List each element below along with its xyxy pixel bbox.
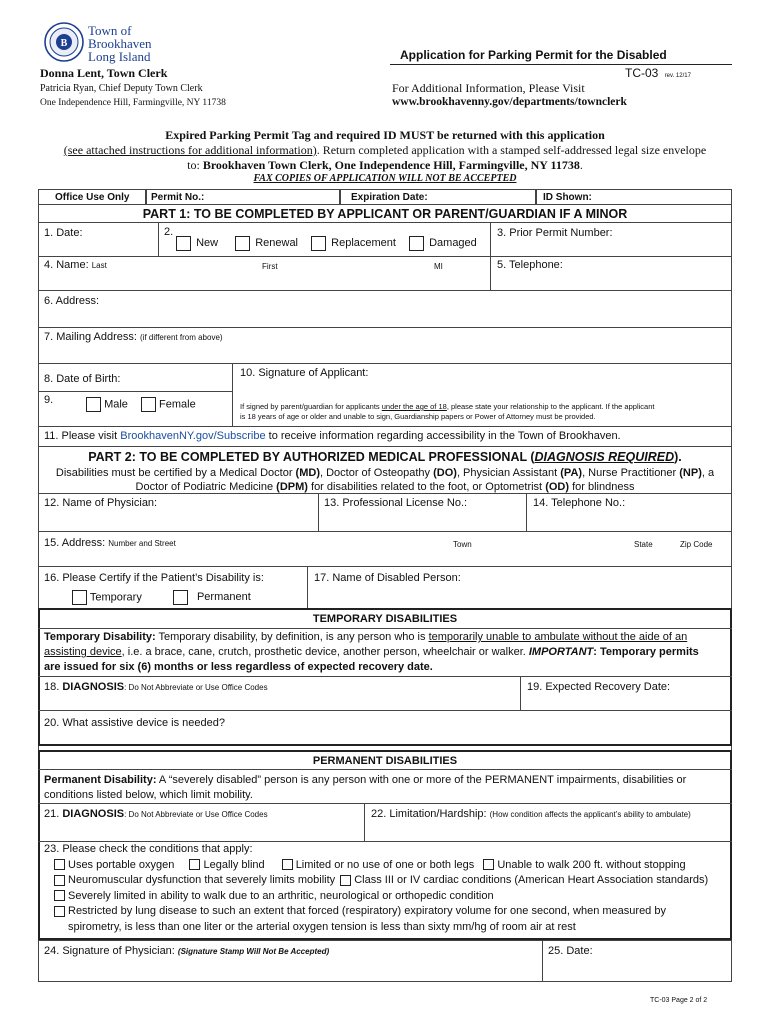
name-last-label: Last: [91, 261, 107, 270]
form-revision: rev. 12/17: [664, 73, 691, 79]
cert-l1-p3: (DO): [433, 467, 457, 479]
physician-address-label: [44, 537, 176, 549]
rule: [232, 363, 233, 426]
oxygen-checkbox[interactable]: [54, 859, 65, 870]
perm-diag-no: 21.: [44, 808, 63, 820]
renewal-label: Renewal: [255, 237, 299, 250]
rule: [38, 803, 732, 804]
address-label: 6. Address:: [44, 295, 100, 307]
cardiac-label: Class III or IV cardiac conditions (American Heart Association standards): [354, 874, 709, 886]
temporary-definition: [44, 630, 728, 675]
physician-signature-label: [44, 945, 329, 957]
date-label: 1. Date:: [44, 227, 83, 239]
cardiac-checkbox[interactable]: [340, 875, 351, 886]
perm-diagnosis-label: [44, 808, 268, 820]
addr-zip-label: Zip Code: [680, 540, 713, 549]
temp-def-title: Temporary Disability:: [44, 631, 156, 643]
name-first-label: First: [262, 262, 278, 271]
temporary-checkbox[interactable]: [72, 590, 87, 605]
clerk-name: Donna Lent, Town Clerk: [40, 66, 168, 80]
rule: [38, 940, 732, 941]
name-label: [44, 259, 107, 271]
damaged-label: Damaged: [429, 237, 477, 250]
subscribe-post: to receive information regarding accessibility in the Town of Brookhaven.: [265, 430, 621, 442]
rule: [307, 566, 308, 608]
rule: [38, 676, 732, 677]
perm-diag-note: : Do Not Abbreviate or Use Office Codes: [124, 810, 268, 819]
recovery-date-label: 19. Expected Recovery Date:: [527, 681, 671, 693]
physician-date-label: 25. Date:: [548, 945, 593, 957]
telephone-label: 5. Telephone:: [497, 259, 563, 271]
id-shown-field[interactable]: ID Shown:: [536, 189, 732, 205]
part1-title: PART 1: TO BE COMPLETED BY APPLICANT OR PARENT/GUARDIAN IF A MINOR: [142, 207, 628, 221]
neuromuscular-checkbox[interactable]: [54, 875, 65, 886]
rule: [38, 446, 732, 447]
svg-text:B: B: [60, 38, 68, 49]
temp-def-line1: [44, 630, 728, 645]
permanent-label: Permanent: [196, 591, 251, 604]
rule: [490, 256, 491, 290]
minor-note-post: , please state your relationship to the applicant. If the applicant: [446, 402, 655, 411]
temp-def-l2u: assisting device: [44, 646, 122, 658]
cert-l1-p0: Disabilities must be certified by a Medical Doctor: [55, 467, 296, 479]
cert-l1-p8: , a: [701, 467, 715, 479]
cert-l1-p7: (NP): [679, 467, 702, 479]
temp-diag-note: : Do Not Abbreviate or Use Office Codes: [124, 683, 268, 692]
fax-notice: FAX COPIES OF APPLICATION WILL NOT BE ACCEPTED: [253, 173, 517, 184]
cert-l2-p3: (OD): [545, 481, 570, 493]
permanent-header: PERMANENT DISABILITIES: [312, 755, 458, 767]
rule: [38, 222, 732, 223]
prior-permit-label: 3. Prior Permit Number:: [497, 227, 613, 239]
rule: [364, 803, 365, 841]
temp-def-l1u: temporarily unable to ambulate without the aide of an: [428, 631, 688, 643]
conditions-row4: [44, 904, 732, 920]
rule: [318, 493, 319, 531]
dob-label: 8. Date of Birth:: [44, 373, 121, 385]
perm-def-line1: [44, 773, 728, 788]
website-link[interactable]: www.brookhavenny.gov/departments/townclerk: [392, 96, 627, 108]
type-label: 2.: [164, 226, 174, 238]
assistive-device-label: 20. What assistive device is needed?: [44, 717, 225, 729]
name-mi-label: MI: [434, 262, 443, 271]
oxygen-label: Uses portable oxygen: [68, 858, 175, 871]
gender-options: [86, 397, 196, 412]
form-number: [625, 66, 691, 80]
signature-label: 10. Signature of Applicant:: [240, 367, 369, 379]
deputy-name: Patricia Ryan, Chief Deputy Town Clerk: [40, 83, 203, 94]
female-checkbox[interactable]: [141, 397, 156, 412]
temp-diagnosis-label: [44, 681, 268, 693]
new-label: New: [196, 237, 219, 250]
walk-label: Unable to walk 200 ft. without stopping: [497, 858, 686, 871]
conditions-title: 23. Please check the conditions that apply:: [44, 843, 253, 855]
rule: [38, 493, 732, 494]
lung-label-1: Restricted by lung disease to such an extent that forced (respiratory) expiratory volume for one second, when measured by: [68, 905, 666, 917]
addr-state-label: State: [634, 540, 653, 549]
cert-l2-p4: for blindness: [569, 481, 635, 493]
physician-phone-label: 14. Telephone No.:: [533, 497, 626, 509]
male-checkbox[interactable]: [86, 397, 101, 412]
blind-label: Legally blind: [203, 858, 265, 871]
temp-def-line2: [44, 645, 728, 660]
permit-no-field[interactable]: Permit No.:: [146, 189, 340, 205]
rule: [38, 290, 732, 291]
cert-l1-p6: , Nurse Practitioner: [582, 467, 680, 479]
female-label: Female: [159, 398, 196, 411]
instruction-line1: Expired Parking Permit Tag and required ID MUST be returned with this application: [165, 128, 605, 142]
temp-important: IMPORTANT: [528, 646, 594, 658]
instruction-line3-pre: to:: [187, 158, 203, 172]
replacement-label: Replacement: [331, 237, 396, 250]
certify-label: 16. Please Certify if the Patient’s Disability is:: [44, 572, 264, 584]
conditions-list: [44, 842, 732, 935]
page-footer: TC-03 Page 2 of 2: [650, 997, 708, 1004]
physician-label: 12. Name of Physician:: [44, 497, 158, 509]
expiration-date-field[interactable]: Expiration Date:: [340, 189, 536, 205]
limitation-text: 22. Limitation/Hardship:: [371, 808, 487, 820]
temp-def-l2b: : Temporary permits: [593, 646, 699, 658]
town-seal: [44, 22, 84, 62]
temporary-header: TEMPORARY DISABILITIES: [312, 613, 458, 625]
form-number-code: TC-03: [625, 66, 659, 80]
perm-def-line2: conditions listed below, which limit mobility.: [44, 789, 253, 801]
disabled-person-label: 17. Name of Disabled Person:: [314, 572, 461, 584]
mailing-note: (if different from above): [140, 333, 223, 342]
cert-l1-p2: , Doctor of Osteopathy: [319, 467, 434, 479]
conditions-row2: [44, 873, 732, 889]
temp-def-l2: , i.e. a brace, cane, crutch, prosthetic device, another person, wheelchair or walker.: [121, 646, 529, 658]
blind-checkbox[interactable]: [189, 859, 200, 870]
form-title: Application for Parking Permit for the Disabled: [400, 48, 667, 62]
part2-title-pre: PART 2: TO BE COMPLETED BY AUTHORIZED MEDICAL PROFESSIONAL (: [88, 450, 535, 464]
rule: [38, 710, 732, 711]
perm-def-l1: A “severely disabled” person is any person with one or more of the PERMANENT impairments, disabilities or: [156, 774, 687, 786]
perm-diag-bold: DIAGNOSIS: [62, 808, 125, 820]
physician-address-text: 15. Address:: [44, 537, 106, 549]
license-label: 13. Professional License No.:: [324, 497, 468, 509]
cert-l1-p5: (PA): [560, 467, 583, 479]
return-address: Brookhaven Town Clerk, One Independence Hill, Farmingville, NY 11738: [202, 158, 580, 172]
cert-l1-p1: (MD): [295, 467, 320, 479]
subscribe-pre: 11. Please visit: [44, 430, 121, 442]
rule: [38, 531, 732, 532]
rule: [526, 493, 527, 531]
arthritic-checkbox[interactable]: [54, 890, 65, 901]
temporary-label: Temporary: [89, 591, 142, 604]
minor-signature-note: [240, 402, 730, 422]
rule: [520, 676, 521, 710]
temp-diag-no: 18.: [44, 681, 63, 693]
neuromuscular-label: Neuromuscular dysfunction that severely limits mobility: [68, 874, 336, 886]
cert-line1: [38, 466, 732, 480]
conditions-row1: [44, 858, 732, 874]
instruction-line3-post: .: [579, 158, 583, 172]
office-use-label: Office Use Only: [38, 189, 146, 205]
renewal-checkbox[interactable]: [235, 236, 250, 251]
limitation-note: (How condition affects the applicant’s ability to ambulate): [489, 810, 691, 819]
temp-diag-bold: DIAGNOSIS: [62, 681, 125, 693]
rule: [38, 256, 732, 257]
cert-l2-p0: Doctor of Podiatric Medicine: [135, 481, 277, 493]
cert-l2-p1: (DPM): [276, 481, 308, 493]
instructions-link[interactable]: (see attached instructions for additional information): [63, 143, 317, 157]
minor-note-pre: If signed by parent/guardian for applicants: [240, 402, 382, 411]
org-line3: Long Island: [88, 49, 151, 64]
conditions-row5: spirometry, is less than one liter or the arterial oxygen tension is less than sixty mm/hg of room air at rest: [68, 920, 576, 933]
rule: [158, 222, 159, 256]
signature-note: (Signature Stamp Will Not Be Accepted): [177, 947, 330, 956]
physician-signature-text: 24. Signature of Physician:: [44, 945, 178, 957]
limitation-label: [371, 808, 691, 820]
subscribe-link[interactable]: BrookhavenNY.gov/Subscribe: [120, 430, 266, 442]
rule: [38, 566, 732, 567]
certification-note: [38, 466, 732, 494]
permanent-checkbox[interactable]: [173, 590, 188, 605]
lung-checkbox[interactable]: [54, 906, 65, 917]
rule: [38, 628, 732, 629]
title-rule: [390, 64, 732, 65]
addr-town-label: Town: [453, 540, 472, 549]
permit-type-options: [176, 236, 477, 251]
arthritic-label: Severely limited in ability to walk due to an arthritic, neurological or orthopedic condition: [68, 889, 494, 902]
part2-title: [38, 450, 732, 464]
cert-l2-p2: for disabilities related to the foot, or Optometrist: [307, 481, 546, 493]
walk-checkbox[interactable]: [483, 859, 494, 870]
subscribe-line: [44, 430, 621, 442]
org-line1: Town of: [88, 23, 132, 38]
permanent-definition: [44, 773, 728, 803]
replacement-checkbox[interactable]: [311, 236, 326, 251]
minor-note-age: under the age of 18: [381, 402, 447, 411]
legs-label: Limited or no use of one or both legs: [295, 858, 475, 871]
org-name: [88, 24, 152, 63]
org-line2: Brookhaven: [88, 36, 152, 51]
instruction-line2-text: . Return completed application with a stamped self-addressed legal size envelope: [316, 143, 707, 157]
instruction-line2: [0, 143, 770, 158]
male-label: Male: [104, 398, 128, 411]
addr-street-label: Number and Street: [108, 539, 176, 548]
cert-l1-p4: , Physician Assistant: [456, 467, 561, 479]
disability-type-options: [72, 590, 251, 605]
name-label-text: 4. Name:: [44, 259, 89, 271]
rule: [490, 222, 491, 256]
temp-def-l1: Temporary disability, by definition, is any person who is: [155, 631, 429, 643]
cert-line2: [38, 480, 732, 494]
damaged-checkbox[interactable]: [409, 236, 424, 251]
rule: [38, 363, 732, 364]
rule: [38, 391, 232, 392]
mailing-label-text: 7. Mailing Address:: [44, 331, 137, 343]
info-line: For Additional Information, Please Visit: [392, 81, 585, 95]
perm-def-title: Permanent Disability:: [44, 774, 157, 786]
gender-label: 9.: [44, 394, 54, 406]
rule: [38, 426, 732, 427]
part2-title-post: ).: [674, 450, 682, 464]
legs-checkbox[interactable]: [282, 859, 293, 870]
part2-title-required: DIAGNOSIS REQUIRED: [534, 450, 675, 464]
mailing-label: [44, 331, 223, 343]
temp-def-line3: are issued for six (6) months or less regardless of expected recovery date.: [44, 661, 433, 673]
rule: [38, 769, 732, 770]
rule: [542, 940, 543, 982]
rule: [38, 327, 732, 328]
new-checkbox[interactable]: [176, 236, 191, 251]
minor-note-line2: is 18 years of age or older and unable to sign, Guardianship papers or Power of Attorney must be provided.: [240, 412, 596, 421]
instruction-line3: [0, 158, 770, 173]
conditions-row3: [44, 889, 732, 905]
clerk-address: One Independence Hill, Farmingville, NY 11738: [40, 98, 226, 108]
